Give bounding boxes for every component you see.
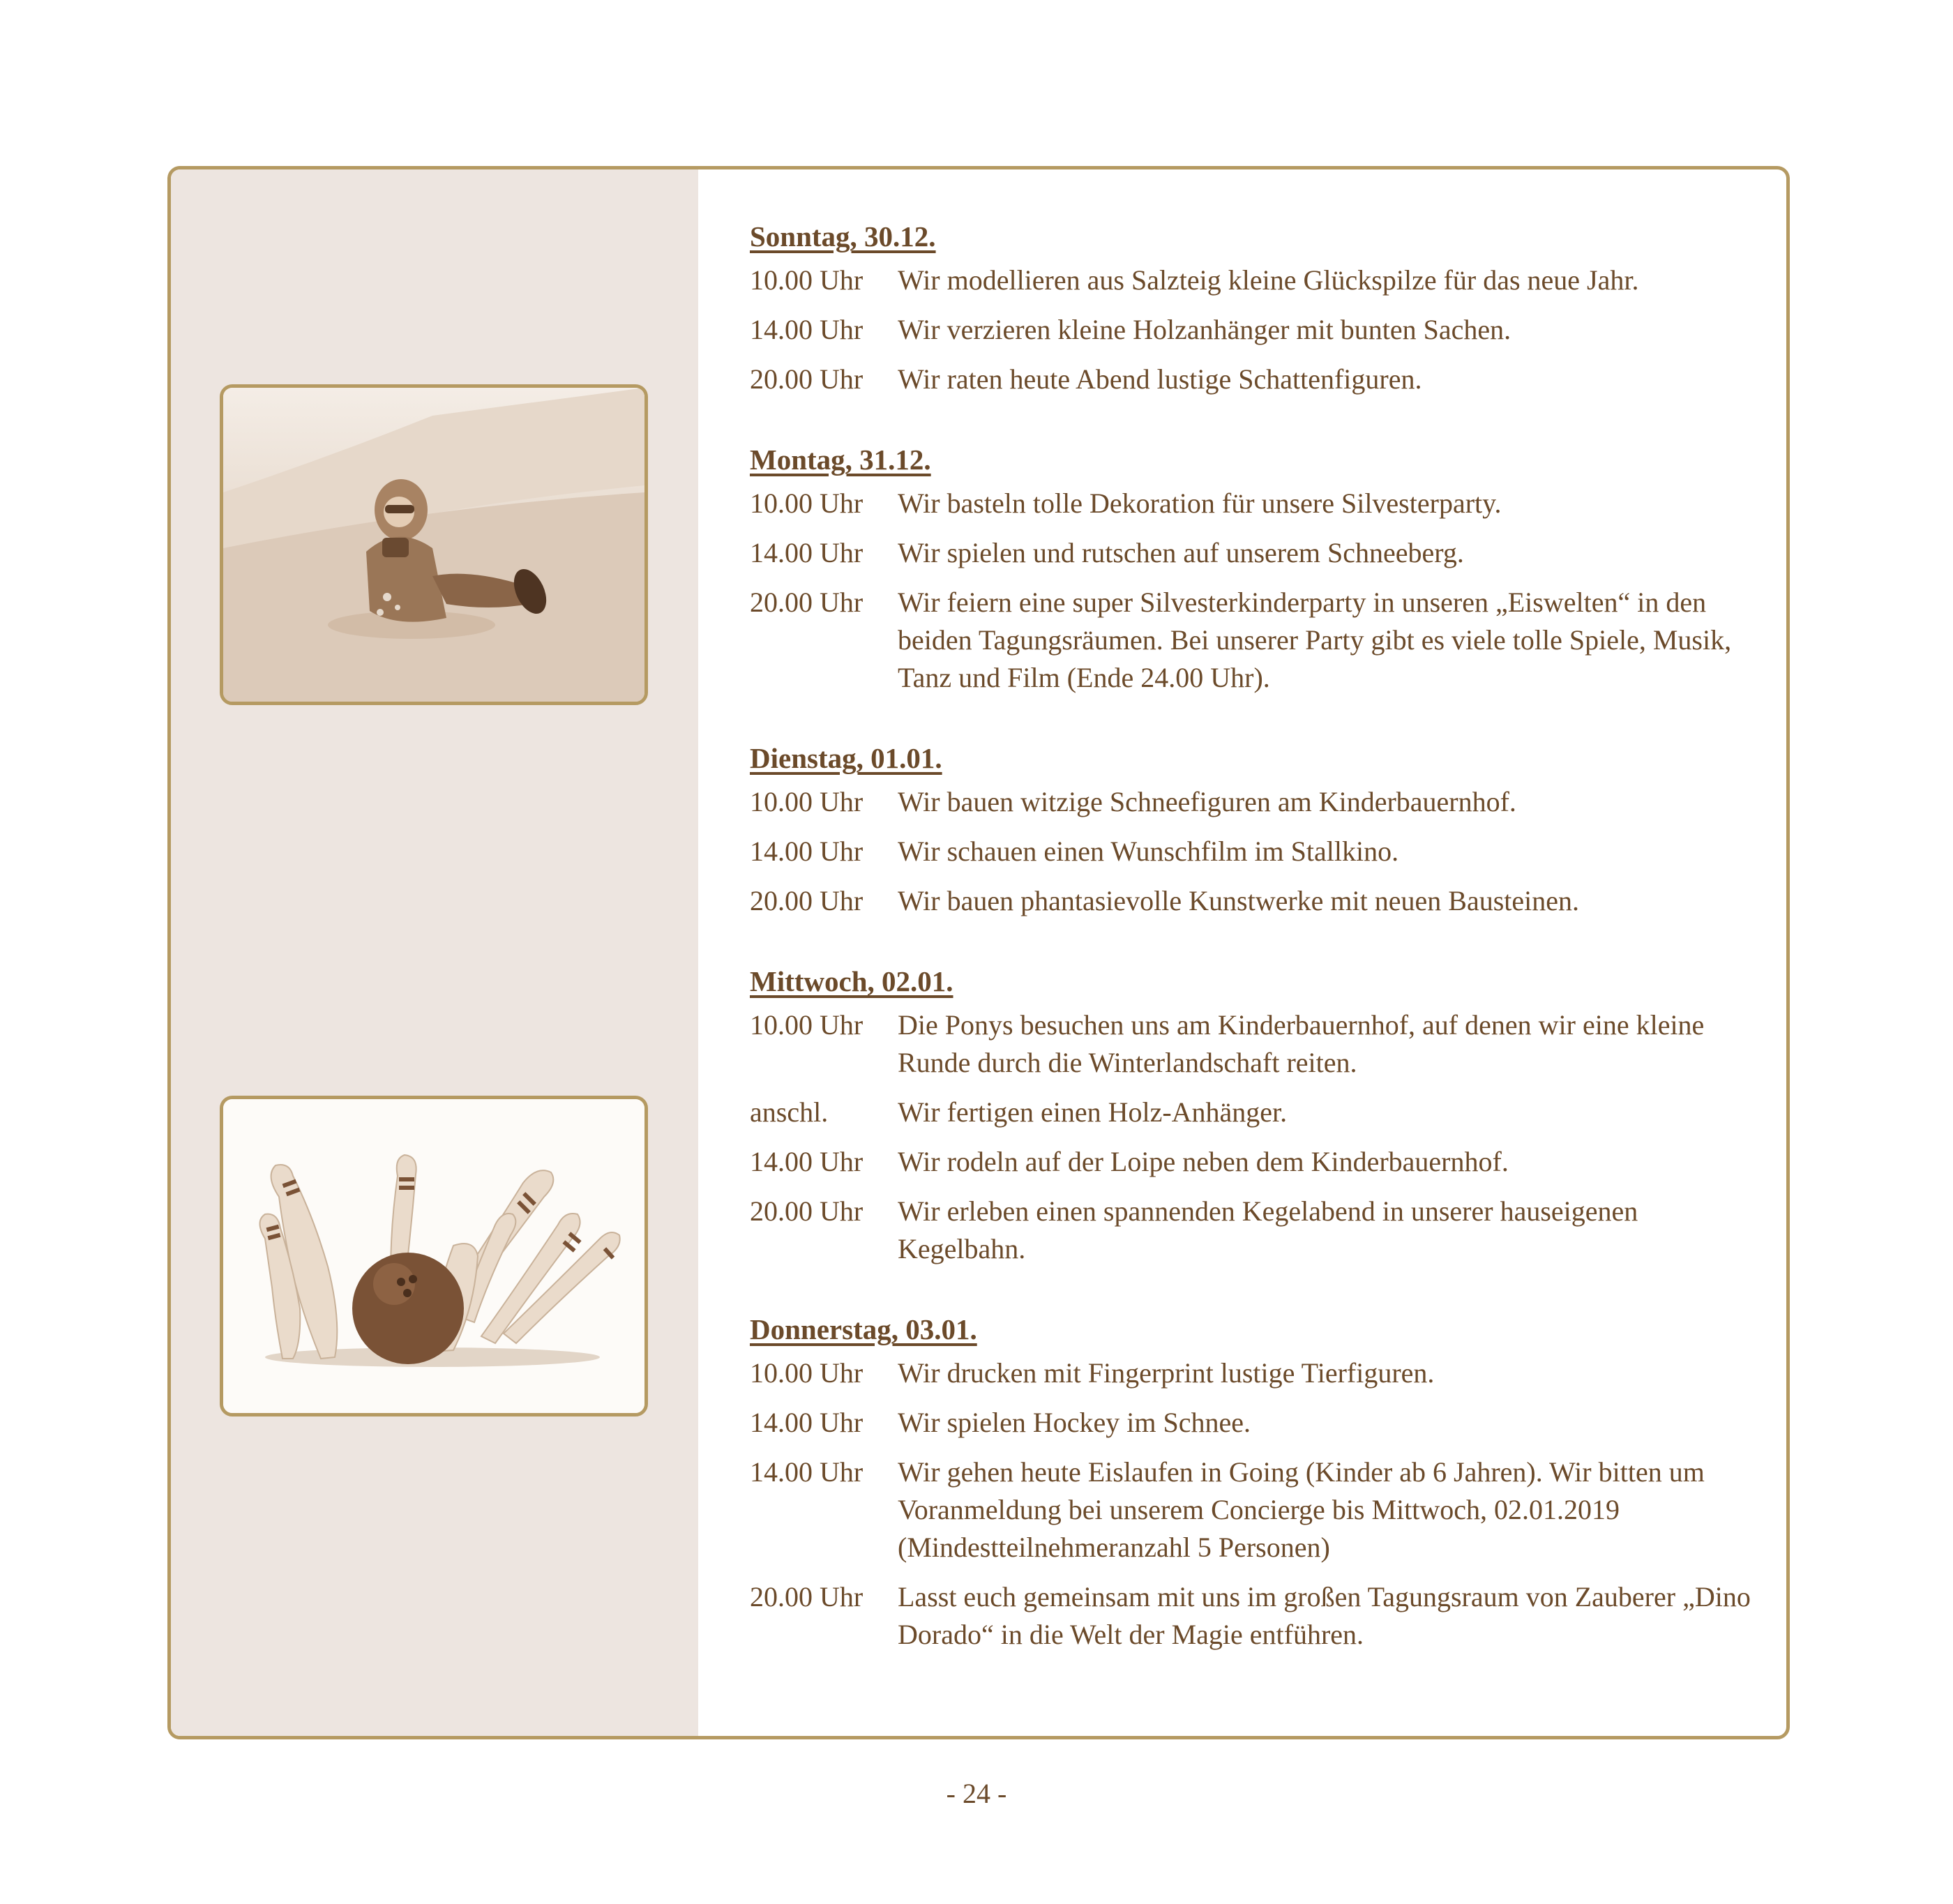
schedule-entry — [750, 1094, 1768, 1131]
entry-time: 20.00 Uhr — [750, 1581, 864, 1612]
day-section — [750, 740, 1768, 920]
entry-time: 20.00 Uhr — [750, 1195, 864, 1227]
entry-time: 20.00 Uhr — [750, 587, 864, 618]
day-title: Donnerstag, 03.01. — [750, 1313, 977, 1345]
entry-text: Wir gehen heute Eislaufen in Going (Kinder ab 6 Jahren). Wir bitten um Voranmeldung bei unserem Concierge bis Mittwoch, 02.01.2019 (Mindestteilnehmeranzahl 5 Personen) — [898, 1456, 1705, 1563]
entry-text: Die Ponys besuchen uns am Kinderbauernhof, auf denen wir eine kleine Runde durch die Winterlandschaft reiten. — [898, 1009, 1705, 1078]
entry-time: 10.00 Uhr — [750, 488, 864, 519]
schedule-entry — [750, 361, 1768, 398]
entry-text: Wir spielen Hockey im Schnee. — [898, 1407, 1251, 1438]
entry-text: Wir fertigen einen Holz-Anhänger. — [898, 1096, 1288, 1128]
entry-time: 10.00 Uhr — [750, 1009, 864, 1041]
day-section — [750, 441, 1768, 697]
program-frame — [167, 166, 1790, 1739]
entry-text: Wir drucken mit Fingerprint lustige Tierfiguren. — [898, 1357, 1435, 1389]
photo-sidebar — [171, 169, 698, 1736]
entry-time: 14.00 Uhr — [750, 1407, 864, 1438]
schedule-entry — [750, 1193, 1768, 1268]
entry-time: 10.00 Uhr — [750, 1357, 864, 1389]
entry-time: 14.00 Uhr — [750, 1146, 864, 1177]
schedule-entry — [750, 1143, 1768, 1181]
entry-time: 14.00 Uhr — [750, 836, 864, 867]
entry-text: Wir erleben einen spannenden Kegelabend in unserer hauseigenen Kegelbahn. — [898, 1195, 1638, 1264]
schedule-entry — [750, 1404, 1768, 1442]
entry-time: 14.00 Uhr — [750, 1456, 864, 1488]
child-sledding-photo — [220, 384, 648, 705]
entry-text: Wir rodeln auf der Loipe neben dem Kinderbauernhof. — [898, 1146, 1509, 1177]
bowling-photo — [220, 1096, 648, 1416]
schedule-entry — [750, 584, 1768, 697]
entry-text: Wir spielen und rutschen auf unserem Schneeberg. — [898, 537, 1464, 568]
schedule-entry — [750, 882, 1768, 920]
schedule-entry — [750, 1453, 1768, 1566]
schedule-entry — [750, 783, 1768, 821]
schedule-entry — [750, 833, 1768, 870]
entry-text: Wir schauen einen Wunschfilm im Stallkino. — [898, 836, 1399, 867]
day-title: Dienstag, 01.01. — [750, 742, 942, 774]
schedule-entry — [750, 534, 1768, 572]
day-title: Montag, 31.12. — [750, 444, 931, 476]
schedule-entry — [750, 262, 1768, 299]
entry-text: Wir feiern eine super Silvesterkinderparty in unseren „Eiswelten“ in den beiden Tagungsräumen. Bei unserer Party gibt es viele tolle Spiele, Musik, Tanz und Film (Ende 24.00 Uhr). — [898, 587, 1732, 693]
entry-time: anschl. — [750, 1096, 829, 1128]
schedule-entry — [750, 1354, 1768, 1392]
day-section — [750, 218, 1768, 398]
day-title: Mittwoch, 02.01. — [750, 965, 953, 997]
entry-text: Wir bauen witzige Schneefiguren am Kinderbauernhof. — [898, 786, 1516, 817]
day-section — [750, 1311, 1768, 1654]
schedule-content — [750, 218, 1768, 1697]
entry-text: Wir verzieren kleine Holzanhänger mit bunten Sachen. — [898, 314, 1511, 345]
entry-text: Wir raten heute Abend lustige Schattenfiguren. — [898, 363, 1422, 395]
schedule-entry — [750, 311, 1768, 349]
schedule-entry — [750, 1006, 1768, 1082]
schedule-entry — [750, 1578, 1768, 1654]
entry-time: 10.00 Uhr — [750, 264, 864, 296]
entry-time: 14.00 Uhr — [750, 314, 864, 345]
entry-time: 14.00 Uhr — [750, 537, 864, 568]
entry-text: Lasst euch gemeinsam mit uns im großen Tagungsraum von Zauberer „Dino Dorado“ in die Welt der Magie entführen. — [898, 1581, 1751, 1650]
entry-time: 20.00 Uhr — [750, 363, 864, 395]
entry-time: 20.00 Uhr — [750, 885, 864, 916]
day-title: Sonntag, 30.12. — [750, 220, 936, 252]
entry-text: Wir basteln tolle Dekoration für unsere Silvesterparty. — [898, 488, 1502, 519]
entry-text: Wir modellieren aus Salzteig kleine Glückspilze für das neue Jahr. — [898, 264, 1639, 296]
schedule-entry — [750, 485, 1768, 522]
page-number: - 24 - — [946, 1778, 1007, 1809]
entry-time: 10.00 Uhr — [750, 786, 864, 817]
entry-text: Wir bauen phantasievolle Kunstwerke mit neuen Bausteinen. — [898, 885, 1579, 916]
day-section — [750, 963, 1768, 1268]
